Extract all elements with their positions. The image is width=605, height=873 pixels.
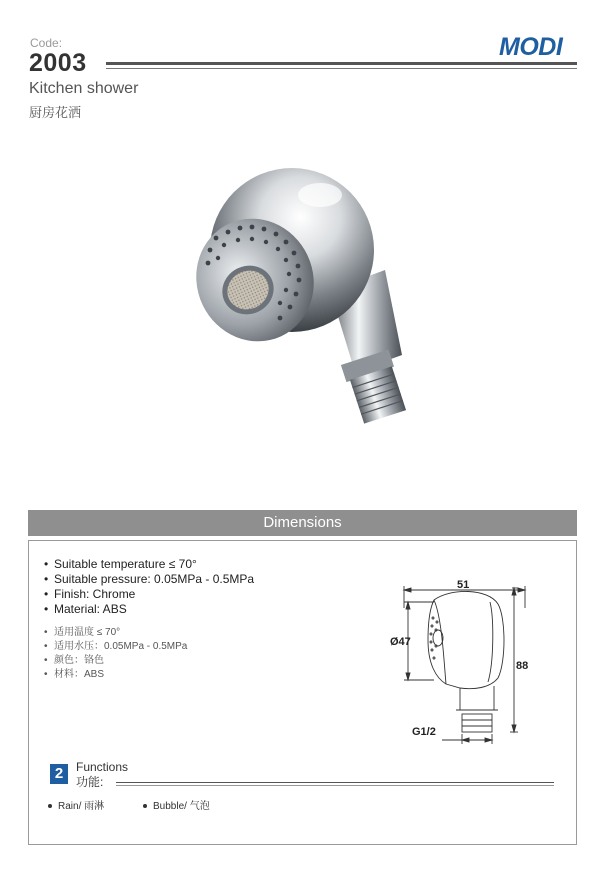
- function-item: [143, 797, 210, 812]
- spec-temperature-cn: 适用温度 ≤ 70°: [54, 627, 121, 638]
- spec-pressure: Suitable pressure: 0.05MPa - 0.5MPa: [54, 572, 255, 586]
- function-bubble: Bubble/ 气泡: [153, 801, 210, 812]
- functions-divider-thin: [116, 785, 554, 786]
- spec-en: • Material: ABS: [44, 602, 127, 616]
- spec-finish-cn: 颜色：铬色: [54, 655, 104, 666]
- spec-material: Material: ABS: [54, 602, 127, 616]
- product-name-cn: 厨房花洒: [29, 105, 82, 120]
- product-name-en: Kitchen shower: [29, 80, 139, 97]
- spec-finish: Finish: Chrome: [54, 587, 136, 601]
- width-label: 51: [457, 579, 470, 591]
- dimensions-title: Dimensions: [28, 510, 577, 536]
- header-divider-thin: [106, 68, 577, 69]
- header-divider: [106, 62, 577, 65]
- functions-count-badge: 2: [50, 764, 68, 784]
- function-rain: Rain/ 雨淋: [58, 801, 105, 812]
- functions-title-cn: 功能:: [76, 775, 104, 789]
- bullet-icon: [143, 804, 147, 808]
- functions-divider: [116, 782, 554, 783]
- code-label: Code:: [30, 36, 63, 50]
- spec-en: • Suitable temperature ≤ 70°: [44, 557, 197, 571]
- thread-label: G1/2: [412, 726, 436, 738]
- spec-cn: • 适用水压：0.05MPa - 0.5MPa: [44, 641, 188, 652]
- height-label: 88: [516, 660, 529, 672]
- spec-cn: • 颜色：铬色: [44, 655, 104, 666]
- spec-en: • Finish: Chrome: [44, 587, 136, 601]
- brand-logo: MODI: [499, 33, 563, 61]
- product-photo: [180, 150, 420, 440]
- functions-title-en: Functions: [76, 760, 129, 774]
- spec-cn: • 适用温度 ≤ 70°: [44, 627, 121, 638]
- spec-temperature: Suitable temperature ≤ 70°: [54, 557, 197, 571]
- spec-material-cn: 材料：ABS: [54, 669, 105, 680]
- dimension-drawing: [390, 578, 540, 748]
- spec-cn: • 材料：ABS: [44, 669, 105, 680]
- spec-en: • Suitable pressure: 0.05MPa - 0.5MPa: [44, 572, 255, 586]
- diameter-label: Ø47: [390, 636, 411, 648]
- product-code: 2003: [29, 49, 87, 77]
- bullet-icon: [48, 804, 52, 808]
- function-item: [48, 797, 104, 812]
- spec-pressure-cn: 适用水压：0.05MPa - 0.5MPa: [54, 641, 188, 652]
